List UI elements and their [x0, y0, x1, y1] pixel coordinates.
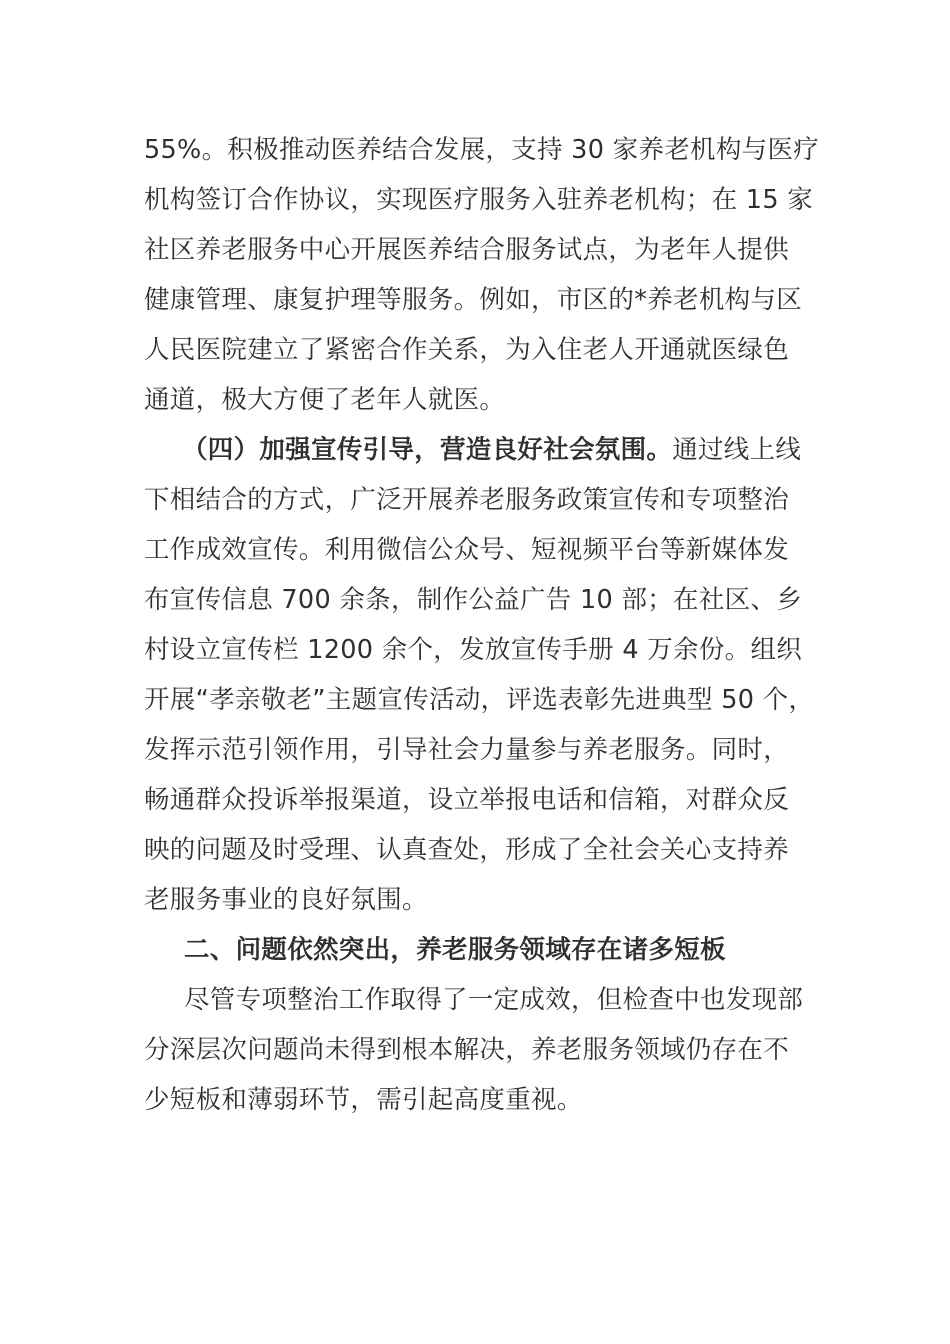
- text-line: 工作成效宣传。利用微信公众号、短视频平台等新媒体发: [144, 535, 790, 565]
- text-line: 尽管专项整治工作取得了一定成效，但检查中也发现部: [184, 985, 804, 1015]
- text-line: 下相结合的方式，广泛开展养老服务政策宣传和专项整治: [144, 485, 790, 515]
- paragraph-medical-care: [144, 125, 820, 425]
- text-line: 村设立宣传栏 1200 余个，发放宣传手册 4 万余份。组织: [144, 635, 803, 665]
- text-line: 机构签订合作协议，实现医疗服务入驻养老机构；在 15 家: [144, 185, 814, 215]
- text-line: 通道，极大方便了老年人就医。: [144, 385, 506, 415]
- text-line: 人民医院建立了紧密合作关系，为入住老人开通就医绿色: [144, 335, 790, 365]
- text-line: 布宣传信息 700 余条，制作公益广告 10 部；在社区、乡: [144, 585, 803, 615]
- section-heading-block: [144, 925, 808, 975]
- text-line: 老服务事业的良好氛围。: [144, 885, 428, 915]
- text-line: 映的问题及时受理、认真查处，形成了全社会关心支持养: [144, 835, 790, 865]
- text-fragment: 通过线上线: [672, 435, 802, 465]
- document-body: [144, 125, 820, 1125]
- text-line: 发挥示范引领作用，引导社会力量参与养老服务。同时，: [144, 735, 790, 765]
- text-line-first: [144, 425, 808, 475]
- section-heading: 二、问题依然突出，养老服务领域存在诸多短板: [184, 935, 726, 965]
- text-line: 社区养老服务中心开展医养结合服务试点，为老年人提供: [144, 235, 790, 265]
- text-line: 健康管理、康复护理等服务。例如，市区的*养老机构与区: [144, 285, 803, 315]
- paragraph-problems: [144, 975, 808, 1125]
- text-line: 55%。积极推动医养结合发展，支持 30 家养老机构与医疗: [144, 135, 820, 165]
- text-line: 少短板和薄弱环节，需引起高度重视。: [144, 1085, 583, 1115]
- text-line: 畅通群众投诉举报渠道，设立举报电话和信箱，对群众反: [144, 785, 790, 815]
- text-line: 分深层次问题尚未得到根本解决，养老服务领域仍存在不: [144, 1035, 790, 1065]
- text-line: 开展“孝亲敬老”主题宣传活动，评选表彰先进典型 50 个，: [144, 685, 815, 715]
- paragraph-publicity: [144, 425, 815, 925]
- subsection-heading: （四）加强宣传引导，营造良好社会氛围。: [182, 435, 673, 465]
